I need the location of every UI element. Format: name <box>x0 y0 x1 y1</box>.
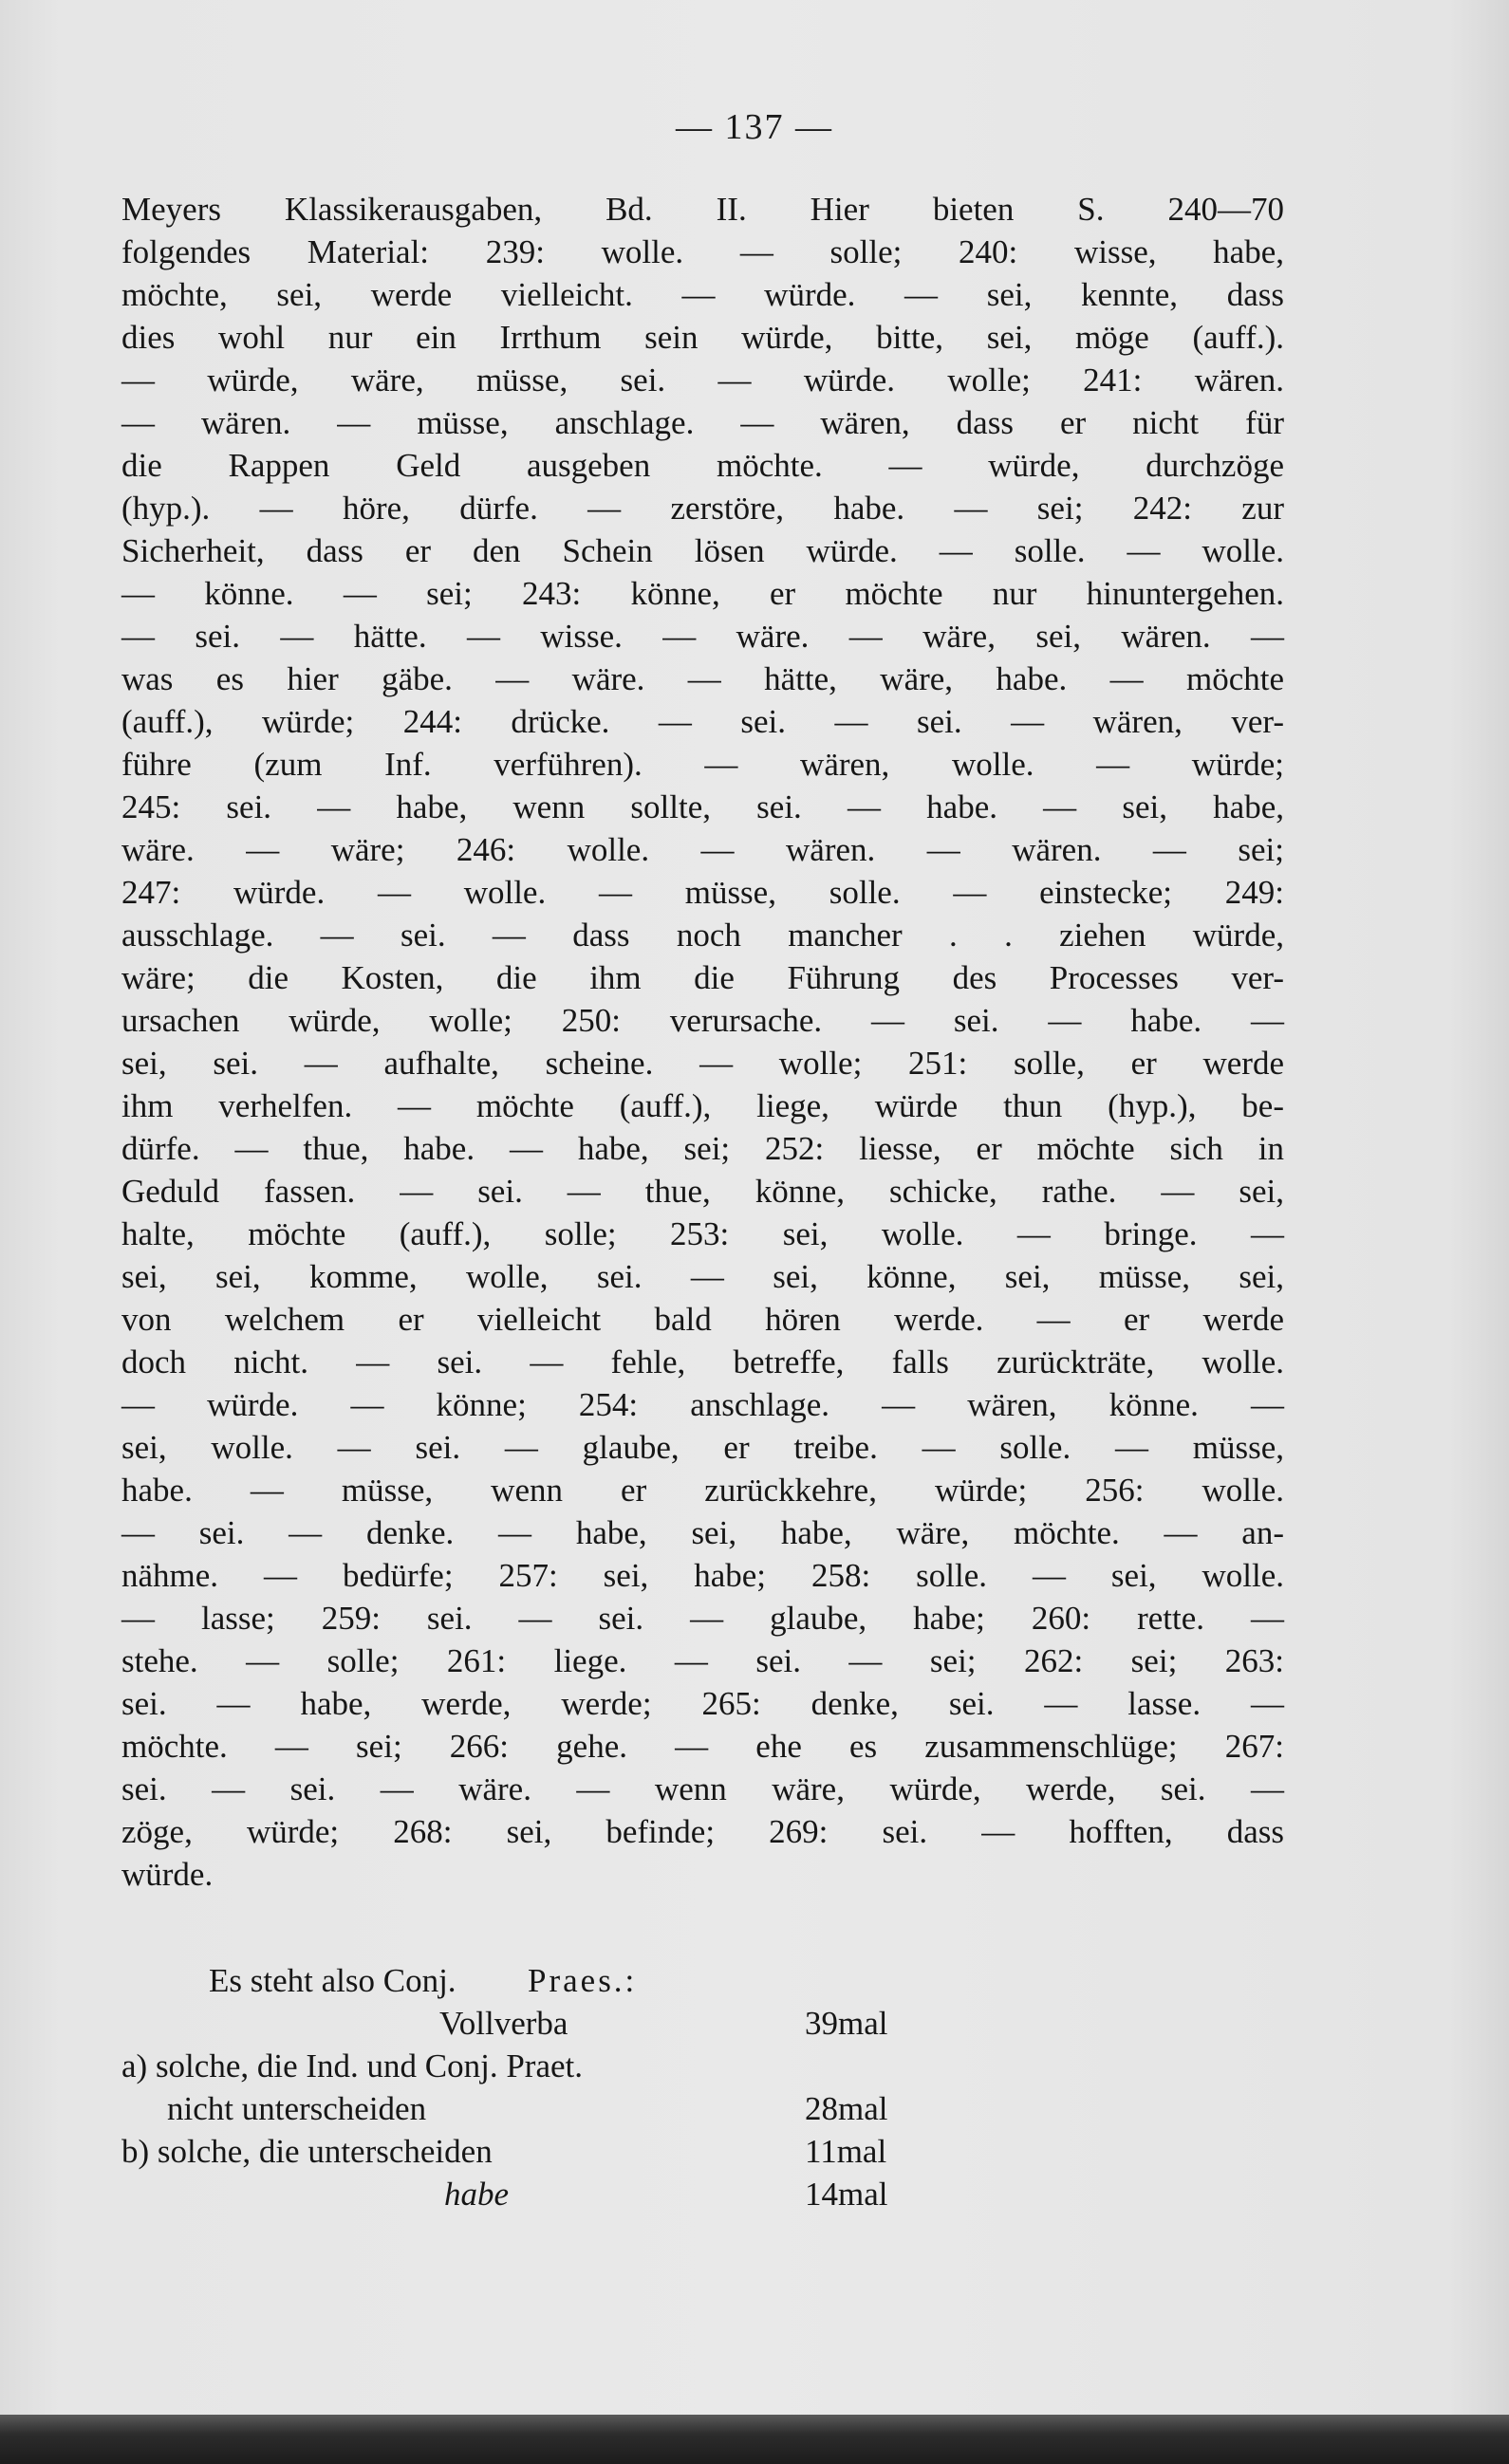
text-line: sei. — sei. — wäre. — wenn wäre, würde, werde, sei. — <box>121 1770 1284 1807</box>
text-line: ursachen würde, wolle; 250: verursache. — sei. — habe. — <box>121 1002 1284 1039</box>
text-line: — sei. — hätte. — wisse. — wäre. — wäre, sei, wären. — <box>121 618 1284 655</box>
text-line: — würde, wäre, müsse, sei. — würde. wolle; 241: wären. <box>121 361 1284 398</box>
summary-row <box>121 2045 1284 2087</box>
text-line: — wären. — müsse, anschlage. — wären, dass er nicht für <box>121 404 1284 441</box>
text-line: sei, wolle. — sei. — glaube, er treibe. — solle. — müsse, <box>121 1429 1284 1466</box>
text-line: Geduld fassen. — sei. — thue, könne, schicke, rathe. — sei, <box>121 1173 1284 1210</box>
text-line: (auff.), würde; 244: drücke. — sei. — sei. — wären, ver- <box>121 703 1284 740</box>
text-line: (hyp.). — höre, dürfe. — zerstöre, habe. — sei; 242: zur <box>121 490 1284 527</box>
text-line: — lasse; 259: sei. — sei. — glaube, habe; 260: rette. — <box>121 1600 1284 1637</box>
text-line: dürfe. — thue, habe. — habe, sei; 252: liesse, er möchte sich in <box>121 1130 1284 1167</box>
text-line: dies wohl nur ein Irrthum sein würde, bitte, sei, möge (auff.). <box>121 319 1284 356</box>
summary-row <box>121 2173 1284 2215</box>
text-line: halte, möchte (auff.), solle; 253: sei, wolle. — bringe. — <box>121 1215 1284 1252</box>
text-line: die Rappen Geld ausgeben möchte. — würde, durchzöge <box>121 447 1284 484</box>
page-bottom-edge <box>0 2415 1509 2464</box>
text-line: stehe. — solle; 261: liege. — sei. — sei; 262: sei; 263: <box>121 1642 1284 1679</box>
summary-intro-spaced: Praes.: <box>528 1962 638 1999</box>
text-line: — würde. — könne; 254: anschlage. — wären, könne. — <box>121 1386 1284 1423</box>
text-line: möchte. — sei; 266: gehe. — ehe es zusammenschlüge; 267: <box>121 1728 1284 1765</box>
text-line: Sicherheit, dass er den Schein lösen würde. — solle. — wolle. <box>121 532 1284 569</box>
summary-row <box>121 2130 1284 2173</box>
text-line: wäre. — wäre; 246: wolle. — wären. — wären. — sei; <box>121 831 1284 868</box>
text-line: — könne. — sei; 243: könne, er möchte nur hinuntergehen. <box>121 575 1284 612</box>
summary-intro <box>121 1959 1284 2002</box>
text-line: — sei. — denke. — habe, sei, habe, wäre, möchte. — an- <box>121 1514 1284 1551</box>
page-number: — 137 — <box>676 107 833 147</box>
summary-count: 14mal <box>805 2176 888 2213</box>
text-line: 247: würde. — wolle. — müsse, solle. — einstecke; 249: <box>121 874 1284 911</box>
text-line: von welchem er vielleicht bald hören werde. — er werde <box>121 1301 1284 1338</box>
text-line: doch nicht. — sei. — fehle, betreffe, falls zurückträte, wolle. <box>121 1343 1284 1380</box>
summary-count: 28mal <box>805 2090 888 2127</box>
text-line: was es hier gäbe. — wäre. — hätte, wäre, habe. — möchte <box>121 660 1284 697</box>
summary-count: 11mal <box>805 2133 887 2170</box>
summary-label: habe <box>444 2176 510 2213</box>
text-line: habe. — müsse, wenn er zurückkehre, würde; 256: wolle. <box>121 1472 1284 1509</box>
body-text <box>121 188 1284 1896</box>
text-line: nähme. — bedürfe; 257: sei, habe; 258: solle. — sei, wolle. <box>121 1557 1284 1594</box>
summary-row <box>121 2002 1284 2045</box>
text-line: folgendes Material: 239: wolle. — solle; 240: wisse, habe, <box>121 233 1284 270</box>
summary-label: nicht unterscheiden <box>167 2090 427 2127</box>
text-line: möchte, sei, werde vielleicht. — würde. — sei, kennte, dass <box>121 276 1284 313</box>
summary-table <box>121 1959 1284 2215</box>
summary-label: Vollverba <box>439 2005 568 2042</box>
text-line: zöge, würde; 268: sei, befinde; 269: sei. — hofften, dass <box>121 1813 1284 1850</box>
text-line: sei, sei. — aufhalte, scheine. — wolle; 251: solle, er werde <box>121 1045 1284 1082</box>
summary-count: 39mal <box>805 2005 888 2042</box>
text-line: führe (zum Inf. verführen). — wären, wolle. — würde; <box>121 746 1284 783</box>
summary-label: b) solche, die unterscheiden <box>121 2133 493 2170</box>
summary-label: a) solche, die Ind. und Conj. Praet. <box>121 2047 584 2084</box>
text-line: würde. <box>121 1856 214 1893</box>
text-line: sei. — habe, werde, werde; 265: denke, sei. — lasse. — <box>121 1685 1284 1722</box>
summary-row <box>121 2087 1284 2130</box>
text-line: 245: sei. — habe, wenn sollte, sei. — habe. — sei, habe, <box>121 788 1284 825</box>
text-line: Meyers Klassikerausgaben, Bd. II. Hier bieten S. 240—70 <box>121 191 1284 228</box>
summary-intro-text: Es steht also Conj. <box>209 1962 456 1999</box>
text-line: sei, sei, komme, wolle, sei. — sei, könne, sei, müsse, sei, <box>121 1258 1284 1295</box>
text-line: ausschlage. — sei. — dass noch mancher . . ziehen würde, <box>121 917 1284 954</box>
text-line: wäre; die Kosten, die ihm die Führung des Processes ver- <box>121 959 1284 996</box>
text-line: ihm verhelfen. — möchte (auff.), liege, würde thun (hyp.), be- <box>121 1087 1284 1124</box>
